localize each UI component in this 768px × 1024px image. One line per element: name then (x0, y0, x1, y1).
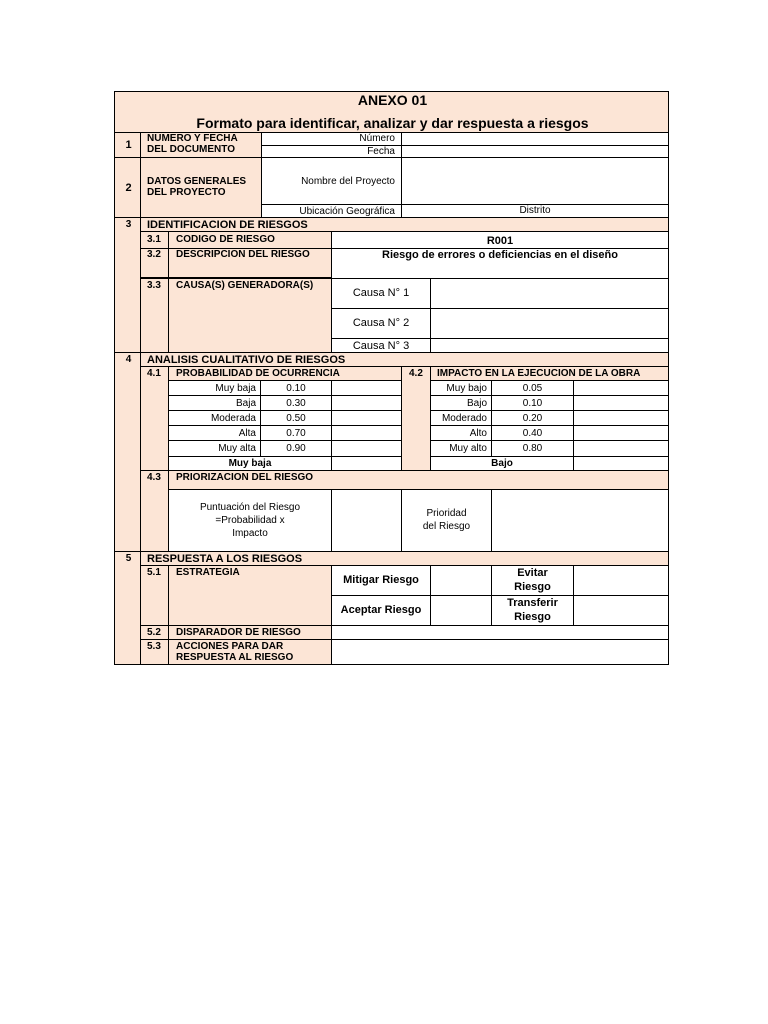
section-4-number-cell (114, 352, 141, 552)
prioridad-line2: del Riesgo (422, 521, 471, 532)
priorizacion-label: PRIORIZACION DEL RIESGO (176, 472, 314, 483)
imp-row-2-select-cell[interactable] (573, 410, 669, 426)
section-5-divider-b (140, 639, 169, 640)
imp-row-0-select-cell[interactable] (573, 380, 669, 396)
numero-label: Número (359, 133, 395, 144)
estrategia-number: 5.1 (147, 567, 161, 578)
probabilidad-label: PROBABILIDAD DE OCURRENCIA (176, 368, 340, 379)
codigo-label: CODIGO DE RIESGO (176, 234, 275, 245)
distrito-label: Distrito (519, 205, 551, 216)
imp-row-2-label: Moderado (441, 413, 487, 424)
impacto-number-column (401, 366, 431, 471)
causa-1-label: Causa N° 1 (352, 287, 410, 299)
numero-value-field[interactable] (401, 132, 669, 146)
prob-row-3-value: 0.70 (286, 428, 306, 439)
imp-row-3-select-cell[interactable] (573, 425, 669, 441)
puntuacion-value-field[interactable] (331, 489, 402, 552)
acciones-field[interactable] (331, 639, 669, 665)
nombre-proyecto-label: Nombre del Proyecto (301, 176, 395, 187)
mitigar-checkbox-cell[interactable] (430, 565, 492, 596)
causas-number: 3.3 (147, 280, 161, 291)
imp-row-1-label: Bajo (466, 398, 487, 409)
form-title: Formato para identificar, analizar y dar respuesta a riesgos (196, 115, 589, 131)
imp-row-3-value: 0.40 (522, 428, 543, 439)
fecha-label: Fecha (367, 146, 395, 157)
prob-row-1-select-cell[interactable] (331, 395, 402, 411)
priorizacion-number: 4.3 (147, 472, 161, 483)
imp-row-0-value: 0.05 (522, 383, 543, 394)
prioridad-line1: Prioridad (426, 508, 467, 519)
section-5-number-cell (114, 551, 141, 665)
codigo-value: R001 (486, 235, 514, 247)
prob-row-0-select-cell[interactable] (331, 380, 402, 396)
transferir-line1: Transferir (507, 597, 558, 609)
probabilidad-number: 4.1 (147, 368, 161, 379)
descripcion-label: DESCRIPCION DEL RIESGO (176, 249, 310, 260)
imp-row-3-label: Alto (469, 428, 487, 439)
prob-row-4-select-cell[interactable] (331, 440, 402, 457)
section-2-label-line1: DATOS GENERALES (147, 176, 247, 187)
prob-row-3-label: Alta (238, 428, 256, 439)
section-3-divider-a (140, 248, 332, 249)
causa-3-field[interactable] (430, 338, 669, 353)
prob-row-2-value: 0.50 (286, 413, 306, 424)
causa-2-field[interactable] (430, 308, 669, 339)
imp-row-4-label: Muy alto (449, 443, 487, 454)
prob-row-2-label: Moderada (210, 413, 256, 424)
disparador-label: DISPARADOR DE RIESGO (176, 627, 301, 638)
causa-1-field[interactable] (430, 278, 669, 309)
evitar-line1: Evitar (517, 567, 548, 579)
ubicacion-label: Ubicación Geográfica (299, 206, 395, 217)
annex-title: ANEXO 01 (357, 92, 428, 108)
section-2-label-line2: DEL PROYECTO (147, 187, 226, 198)
puntuacion-line2: =Probabilidad x (215, 515, 285, 526)
probabilidad-number-column (140, 366, 169, 471)
nombre-proyecto-field[interactable] (401, 157, 669, 205)
aceptar-label: Aceptar Riesgo (340, 604, 422, 616)
evitar-line2: Riesgo (514, 581, 551, 593)
section-3-number-cell (114, 217, 141, 353)
acciones-number: 5.3 (147, 641, 161, 652)
section-2-number: 2 (125, 182, 132, 194)
section-3-number: 3 (125, 219, 132, 230)
prob-row-1-label: Baja (235, 398, 256, 409)
prob-result-extra-cell (331, 456, 402, 471)
section-5-divider-a (140, 625, 169, 626)
prob-result: Muy baja (228, 458, 272, 469)
acciones-label-line1: ACCIONES PARA DAR (176, 641, 284, 652)
estrategia-label: ESTRATEGIA (176, 567, 240, 578)
aceptar-checkbox-cell[interactable] (430, 595, 492, 626)
prob-row-1-value: 0.30 (286, 398, 306, 409)
section-5-number: 5 (125, 553, 132, 564)
transferir-checkbox-cell[interactable] (573, 595, 669, 626)
mitigar-label: Mitigar Riesgo (343, 574, 419, 586)
imp-row-1-select-cell[interactable] (573, 395, 669, 411)
causas-label: CAUSA(S) GENERADORA(S) (176, 280, 314, 291)
section-1-number: 1 (125, 139, 132, 151)
prob-row-2-select-cell[interactable] (331, 410, 402, 426)
prob-row-0-label: Muy baja (215, 383, 256, 394)
section-1-label-line2: DEL DOCUMENTO (147, 144, 235, 155)
imp-result-extra-cell (573, 456, 669, 471)
disparador-field[interactable] (331, 625, 669, 640)
imp-row-1-value: 0.10 (522, 398, 543, 409)
descripcion-number: 3.2 (147, 249, 161, 260)
imp-result: Bajo (491, 458, 513, 469)
section-5-title: RESPUESTA A LOS RIESGOS (147, 553, 303, 565)
prob-row-3-select-cell[interactable] (331, 425, 402, 441)
section-3-divider-b (140, 278, 332, 279)
descripcion-value: Riesgo de errores o deficiencias en el diseño (382, 249, 618, 261)
prioridad-value-field[interactable] (491, 489, 669, 552)
codigo-number: 3.1 (147, 234, 161, 245)
impacto-number: 4.2 (409, 368, 423, 379)
causa-3-label: Causa N° 3 (352, 340, 410, 352)
prob-row-4-value: 0.90 (286, 443, 306, 454)
section-3-title: IDENTIFICACION DE RIESGOS (147, 219, 308, 231)
impacto-label: IMPACTO EN LA EJECUCION DE LA OBRA (437, 368, 641, 379)
puntuacion-line3: Impacto (232, 528, 268, 539)
acciones-label-line2: RESPUESTA AL RIESGO (176, 652, 294, 663)
imp-row-0-label: Muy bajo (446, 383, 487, 394)
disparador-number: 5.2 (147, 627, 161, 638)
puntuacion-line1: Puntuación del Riesgo (199, 502, 301, 513)
prob-row-4-label: Muy alta (218, 443, 256, 454)
evitar-checkbox-cell[interactable] (573, 565, 669, 596)
imp-row-4-value: 0.80 (522, 443, 543, 454)
imp-row-4-select-cell[interactable] (573, 440, 669, 457)
section-4-title: ANALISIS CUALITATIVO DE RIESGOS (147, 354, 346, 366)
prob-row-0-value: 0.10 (286, 383, 306, 394)
transferir-line2: Riesgo (514, 611, 551, 623)
causa-2-label: Causa N° 2 (352, 317, 410, 329)
section-1-label-line1: NUMERO Y FECHA (147, 133, 238, 144)
section-4-number: 4 (125, 354, 132, 365)
imp-row-2-value: 0.20 (522, 413, 543, 424)
